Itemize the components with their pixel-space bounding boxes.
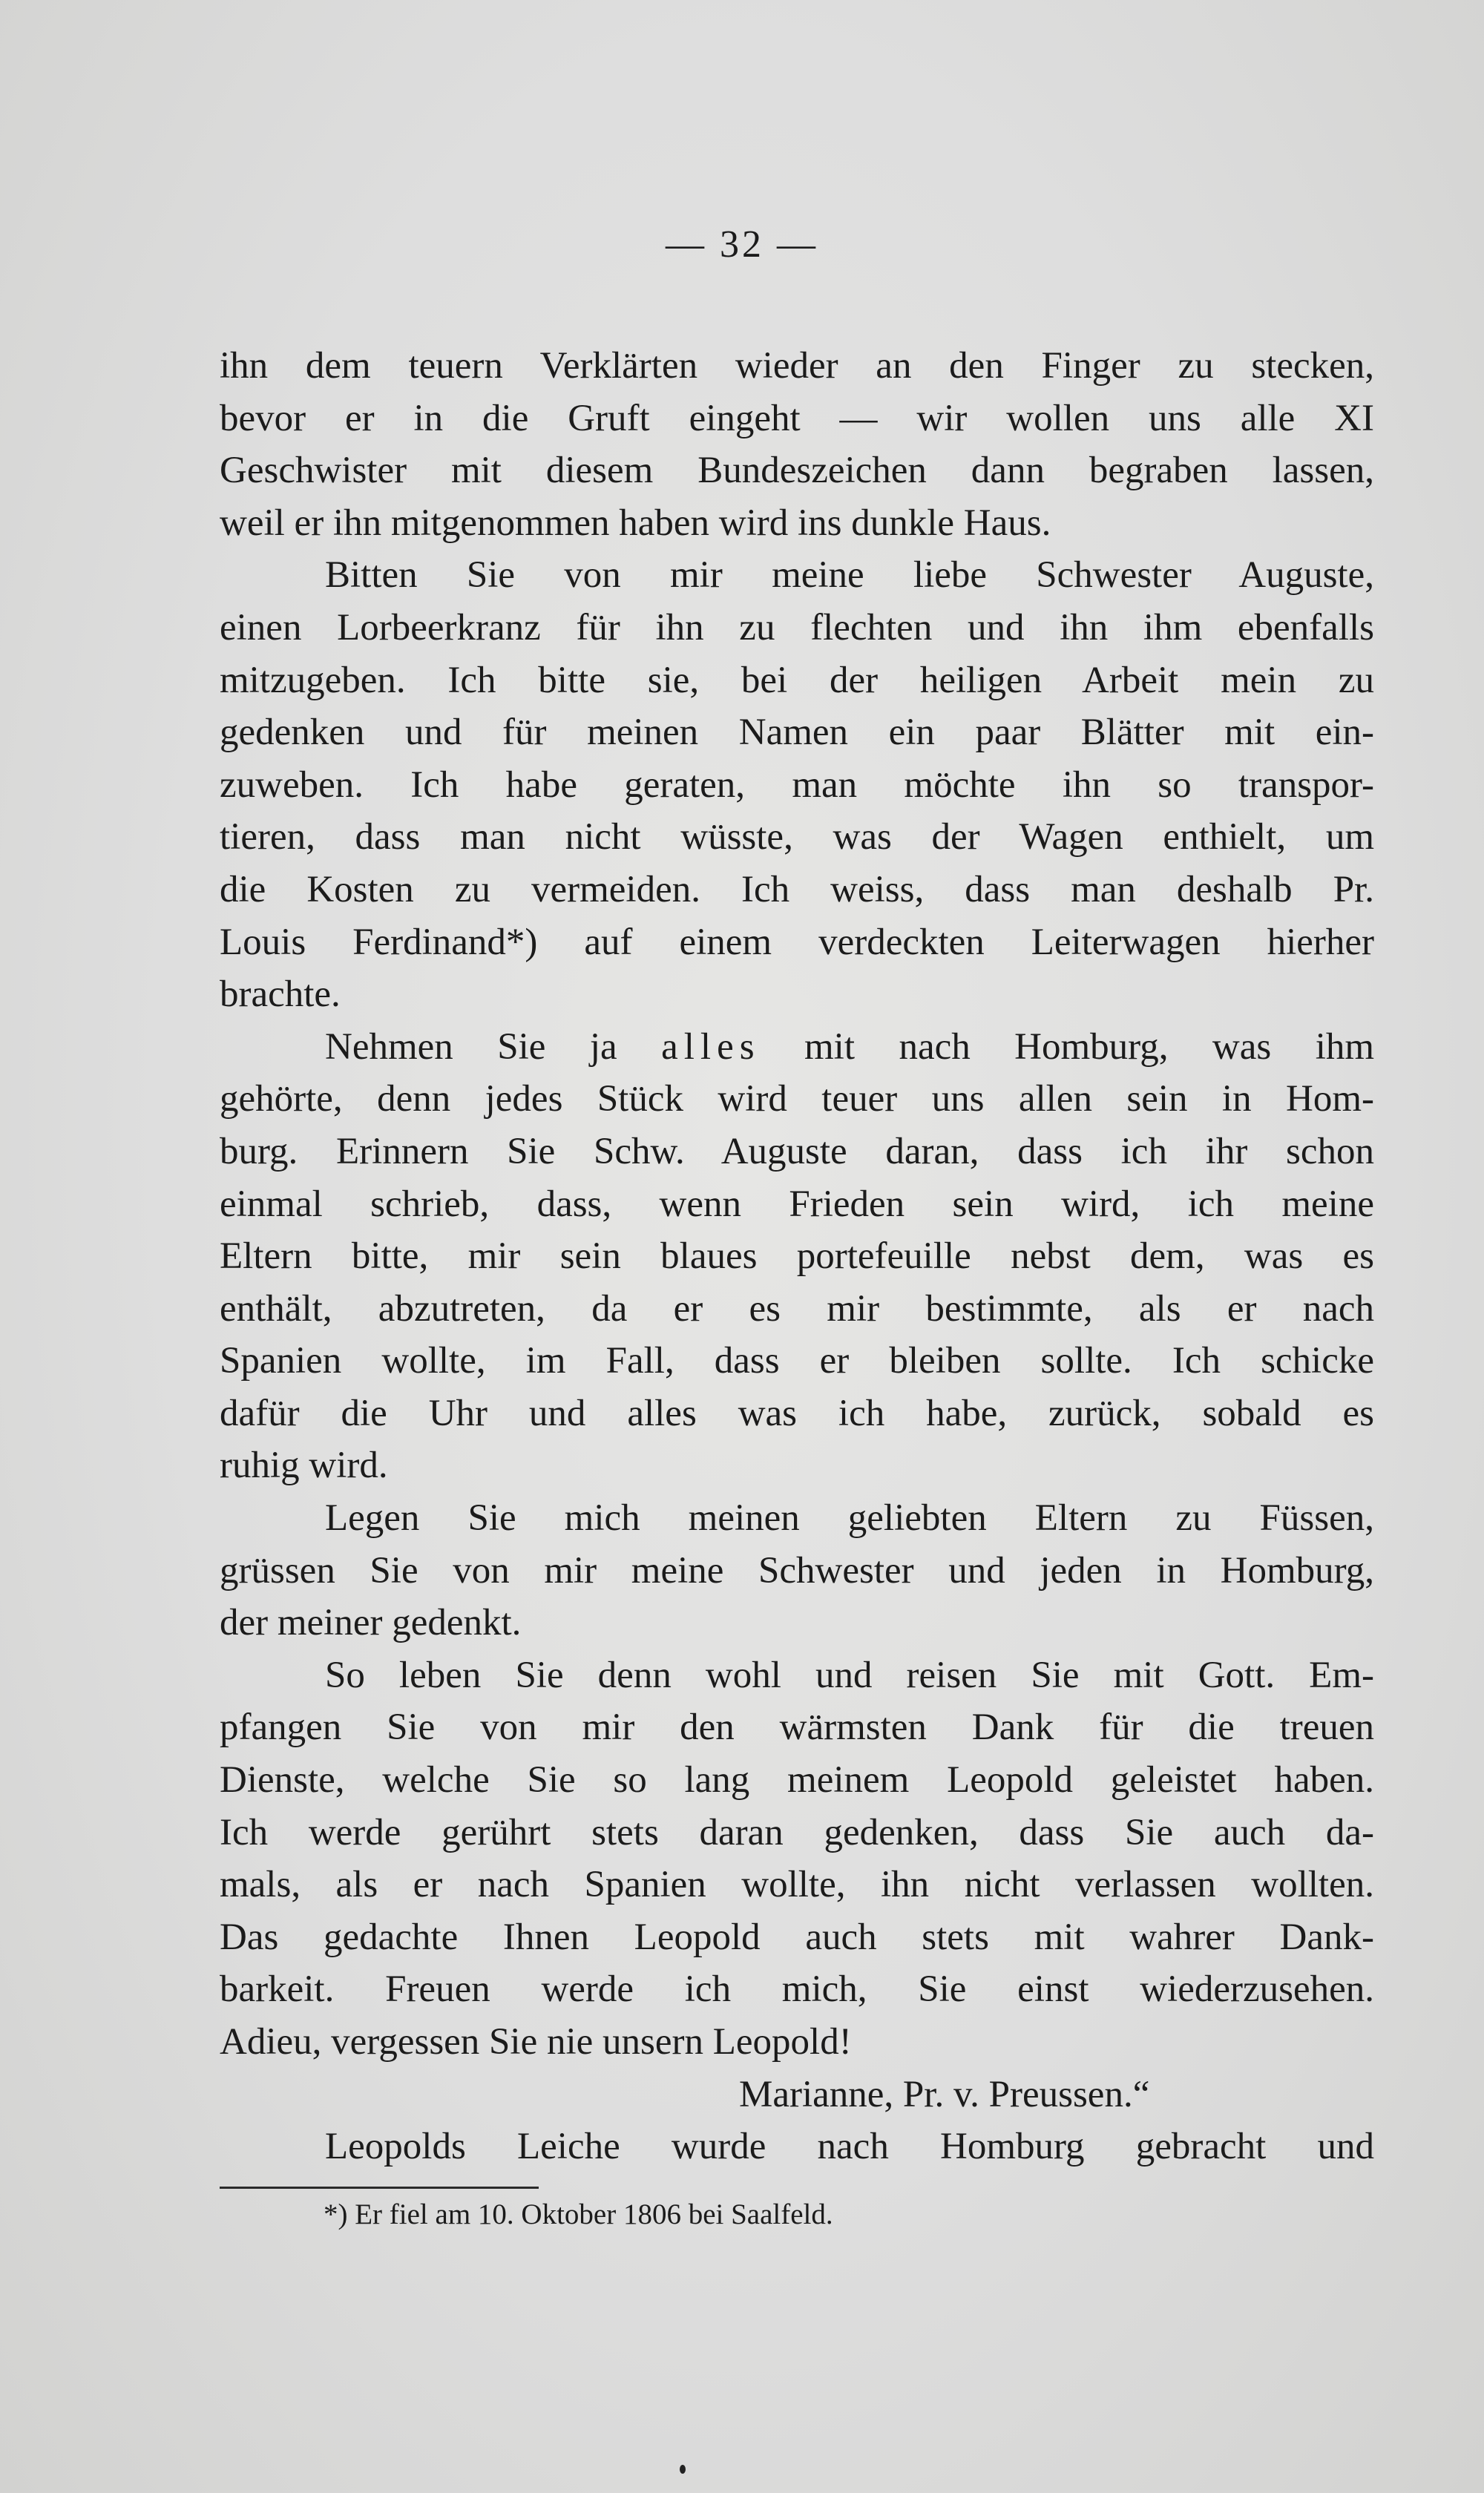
text-line xyxy=(220,1021,1374,1074)
body-text xyxy=(220,340,1374,2173)
text-segment: Nehmen Sie ja xyxy=(325,1025,617,1068)
text-line: Leopolds Leiche wurde nach Homburg gebracht und xyxy=(325,2126,1374,2168)
text-line: der meiner gedenkt. xyxy=(220,1602,522,1644)
text-line: Bitten Sie von mir meine liebe Schwester Auguste, xyxy=(325,554,1374,597)
text-line: burg. Erinnern Sie Schw. Auguste daran, dass ich ihr schon xyxy=(220,1130,1374,1172)
text-line: mals, als er nach Spanien wollte, ihn nicht verlassen wollten. xyxy=(220,1864,1374,1906)
text-segment: mit nach Homburg, was ihm xyxy=(804,1025,1375,1068)
text-line: So leben Sie denn wohl und reisen Sie mit Gott. Em- xyxy=(325,1654,1374,1696)
text-line: Geschwister mit diesem Bundeszeichen dann begraben lassen, xyxy=(220,450,1374,492)
page-number: — 32 — xyxy=(666,223,818,266)
text-line: Spanien wollte, im Fall, dass er bleiben sollte. Ich schicke xyxy=(220,1340,1374,1382)
text-line: enthält, abzutreten, da er es mir bestimmte, als er nach xyxy=(220,1287,1374,1330)
text-line: einmal schrieb, dass, wenn Frieden sein wird, ich meine xyxy=(220,1183,1374,1225)
letter-signature: Marianne, Pr. v. Preussen.“ xyxy=(739,2073,1150,2115)
text-line: Adieu, vergessen Sie nie unsern Leopold! xyxy=(220,2021,852,2063)
text-line: gehörte, denn jedes Stück wird teuer uns allen sein in Hom- xyxy=(220,1078,1374,1120)
text-line: einen Lorbeerkranz für ihn zu flechten und ihn ihm ebenfalls xyxy=(220,606,1374,648)
text-line: ihn dem teuern Verklärten wieder an den Finger zu stecken, xyxy=(220,345,1374,387)
text-line: dafür die Uhr und alles was ich habe, zurück, sobald es xyxy=(220,1392,1374,1434)
text-line: Eltern bitte, mir sein blaues portefeuille nebst dem, was es xyxy=(220,1235,1374,1278)
footnote-divider xyxy=(220,2187,539,2189)
text-line: weil er ihn mitgenommen haben wird ins dunkle Haus. xyxy=(220,502,1051,544)
text-line: Louis Ferdinand*) auf einem verdeckten Leiterwagen hierher xyxy=(220,921,1374,963)
text-line: Dienste, welche Sie so lang meinem Leopold geleistet haben. xyxy=(220,1759,1374,1801)
text-line: mitzugeben. Ich bitte sie, bei der heiligen Arbeit mein zu xyxy=(220,659,1374,701)
text-line: Das gedachte Ihnen Leopold auch stets mit wahrer Dank- xyxy=(220,1916,1374,1958)
text-line: gedenken und für meinen Namen ein paar Blätter mit ein- xyxy=(220,712,1374,754)
text-line: die Kosten zu vermeiden. Ich weiss, dass man deshalb Pr. xyxy=(220,868,1374,910)
text-line: grüssen Sie von mir meine Schwester und jeden in Homburg, xyxy=(220,1549,1374,1592)
text-line: ruhig wird. xyxy=(220,1445,388,1487)
text-line: barkeit. Freuen werde ich mich, Sie einst wiederzusehen. xyxy=(220,1968,1374,2011)
paper-speck xyxy=(680,2465,686,2474)
text-line: tieren, dass man nicht wüsste, was der Wagen enthielt, um xyxy=(220,816,1374,858)
text-line: brachte. xyxy=(220,973,341,1016)
footnote: *) Er fiel am 10. Oktober 1806 bei Saalfeld. xyxy=(324,2198,833,2230)
text-line: zuweben. Ich habe geraten, man möchte ihn so transpor- xyxy=(220,763,1374,806)
text-line: pfangen Sie von mir den wärmsten Dank für die treuen xyxy=(220,1707,1374,1749)
text-line: bevor er in die Gruft eingeht — wir wollen uns alle XI xyxy=(220,397,1374,439)
text-line: Ich werde gerührt stets daran gedenken, dass Sie auch da- xyxy=(220,1811,1374,1853)
emphasized-word: alles xyxy=(661,1025,761,1068)
text-line: Legen Sie mich meinen geliebten Eltern zu Füssen, xyxy=(325,1497,1374,1540)
